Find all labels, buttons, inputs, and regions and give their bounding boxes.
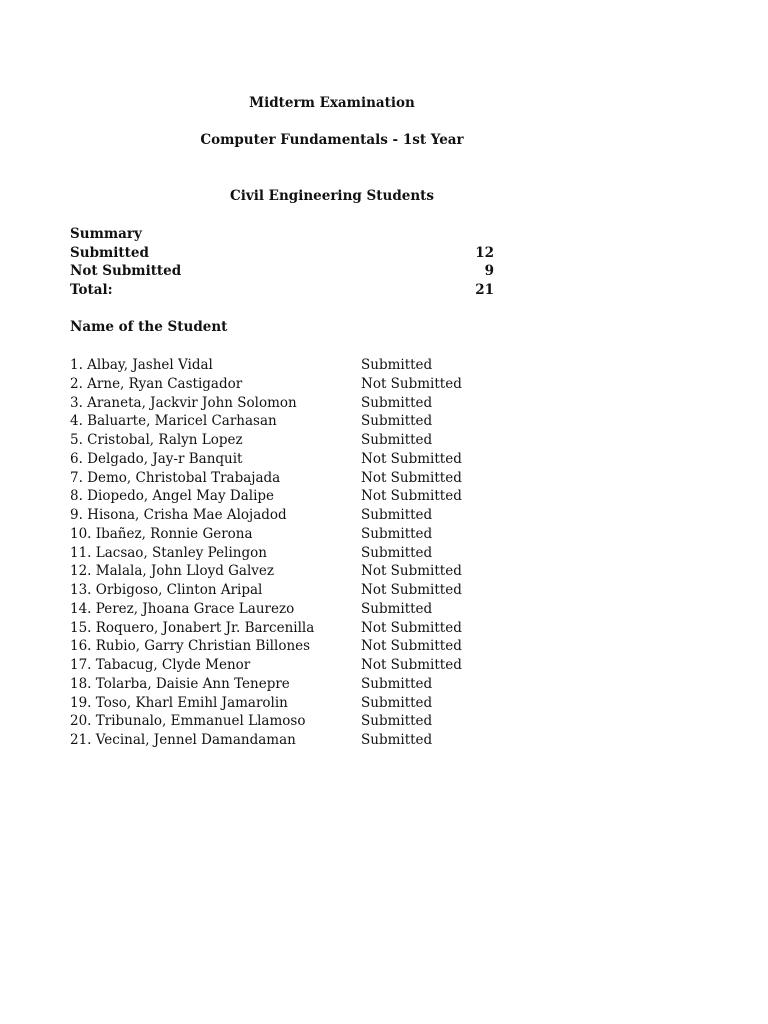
summary-heading-row [70,225,494,244]
submission-status: Not Submitted [361,375,462,392]
submission-status: Not Submitted [361,469,462,486]
submission-status: Submitted [361,357,433,373]
summary-value: 12 [475,244,494,261]
student-name: 8. Diopedo, Angel May Dalipe [70,488,275,505]
student-name: 14. Perez, Jhoana Grace Laurezo [70,600,295,617]
list-item [70,506,490,525]
submission-status: Submitted [361,525,433,542]
submission-status: Not Submitted [361,488,462,505]
summary-row-total [70,281,494,300]
student-name: 16. Rubio, Garry Christian Billones [70,638,311,655]
list-item [70,675,490,694]
student-name: 20. Tribunalo, Emmanuel Llamoso [70,713,306,730]
student-name: 11. Lacsao, Stanley Pelingon [70,544,267,561]
submission-status: Not Submitted [361,582,462,598]
student-name: 4. Baluarte, Maricel Carhasan [70,413,277,430]
list-item [70,619,490,638]
summary-value: 9 [484,263,494,280]
list-item [70,656,490,675]
submission-status: Submitted [361,675,433,692]
summary-section [70,225,494,300]
student-name: 13. Orbigoso, Clinton Aripal [70,582,263,598]
student-name: 18. Tolarba, Daisie Ann Tenepre [70,675,290,692]
summary-row-not-submitted [70,262,494,281]
submission-status: Submitted [361,544,433,561]
list-item [70,487,490,506]
submission-status: Submitted [361,732,433,748]
student-name: 1. Albay, Jashel Vidal [70,357,213,373]
student-name: 2. Arne, Ryan Castigador [70,375,243,392]
submission-status: Not Submitted [361,563,462,580]
student-name: 3. Araneta, Jackvir John Solomon [70,394,297,411]
student-list-header: Name of the Student [70,319,228,335]
submission-status: Submitted [361,507,433,523]
list-item [70,637,490,656]
submission-status: Submitted [361,413,433,430]
submission-status: Submitted [361,694,433,711]
submission-status: Submitted [361,394,433,411]
student-group-title: Civil Engineering Students [229,188,435,204]
list-item [70,562,490,581]
student-name: 9. Hisona, Crisha Mae Alojadod [70,507,287,523]
list-item [70,375,490,394]
submission-status: Not Submitted [361,657,462,673]
list-item [70,431,490,450]
course-title: Computer Fundamentals - 1st Year [200,132,464,148]
list-item [70,600,490,619]
submission-status: Submitted [361,600,433,617]
list-item [70,525,490,544]
summary-label: Submitted [70,244,149,261]
student-name: 19. Toso, Kharl Emihl Jamarolin [70,694,288,711]
list-item [70,544,490,563]
list-item [70,694,490,713]
summary-row-submitted [70,244,494,263]
student-name: 7. Demo, Christobal Trabajada [70,469,281,486]
submission-status: Not Submitted [361,450,462,467]
list-item [70,450,490,469]
list-item [70,581,490,600]
list-item [70,731,490,750]
list-item [70,394,490,413]
exam-title: Midterm Examination [249,95,415,111]
student-name: 15. Roquero, Jonabert Jr. Barcenilla [70,619,315,636]
student-name: 17. Tabacug, Clyde Menor [70,657,251,673]
submission-status: Not Submitted [361,619,462,636]
student-name: 10. Ibañez, Ronnie Gerona [70,525,253,542]
summary-value: 21 [475,282,494,299]
submission-status: Submitted [361,713,433,730]
summary-label: Total: [70,282,113,299]
student-name: 6. Delgado, Jay-r Banquit [70,450,243,467]
student-list [70,356,490,750]
student-name: 12. Malala, John Lloyd Galvez [70,563,275,580]
list-item [70,712,490,731]
summary-heading: Summary [70,226,142,242]
submission-status: Submitted [361,432,433,448]
list-item [70,469,490,488]
list-item [70,356,490,375]
list-item [70,412,490,431]
student-name: 21. Vecinal, Jennel Damandaman [70,732,296,748]
summary-label: Not Submitted [70,263,182,280]
submission-status: Not Submitted [361,638,462,655]
student-name: 5. Cristobal, Ralyn Lopez [70,432,243,448]
